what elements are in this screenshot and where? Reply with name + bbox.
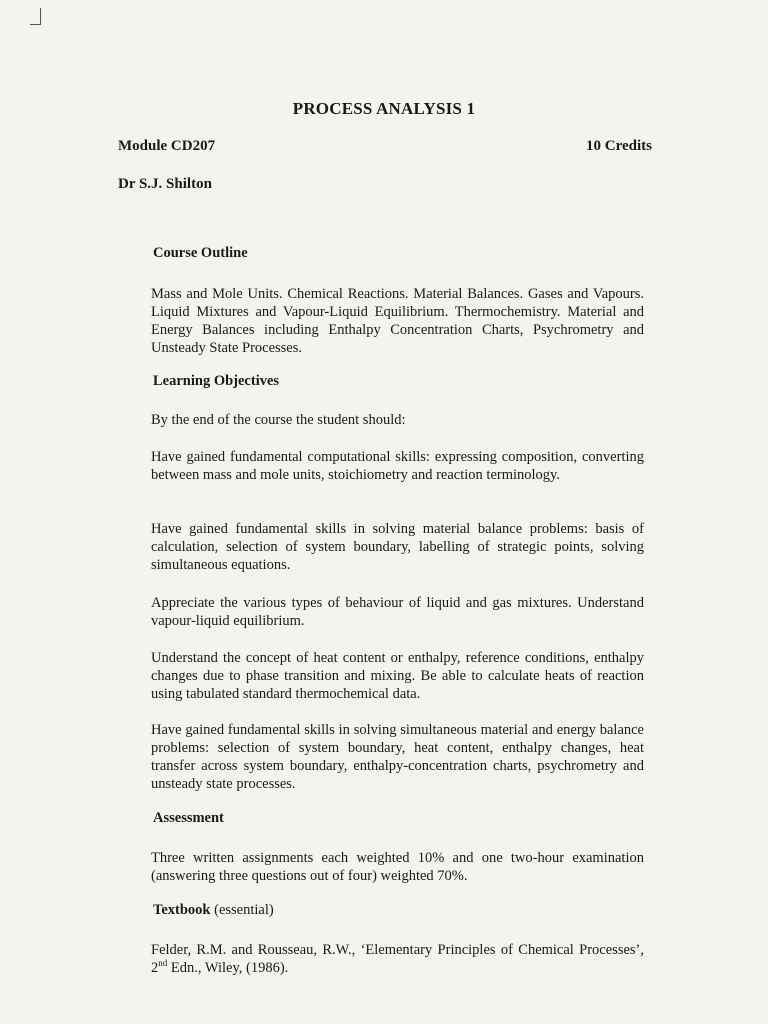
course-outline-text: Mass and Mole Units. Chemical Reactions. Material Balances. Gases and Vapours. Liquid Mixtures and Vapour-Liquid Equilibrium. Thermochemistry. Material and Energy Balances including Enthalpy Concentration Charts, Psychrometry and Unsteady State Processes. (151, 286, 644, 356)
citation-part1: Felder, R.M. and Rousseau, R.W., ‘Elementary Principles of Chemical Processes’, 2 (151, 942, 644, 976)
course-outline-heading: Course Outline (153, 245, 248, 261)
objective-item: Appreciate the various types of behaviour of liquid and gas mixtures. Understand vapour-liquid equilibrium. (151, 595, 644, 629)
document-title: PROCESS ANALYSIS 1 (292, 99, 476, 118)
learning-objectives-heading: Learning Objectives (153, 373, 280, 389)
assessment-text: Three written assignments each weighted 10% and one two-hour examination (answering three questions out of four) weighted 70%. (151, 850, 644, 884)
citation-sup: nd (158, 958, 168, 969)
objective-item: Have gained fundamental computational skills: expressing composition, converting between mass and mole units, stoichiometry and reaction terminology. (151, 449, 644, 483)
textbook-citation (151, 941, 644, 977)
author: Dr S.J. Shilton (118, 176, 212, 192)
credits: 10 Credits (586, 138, 652, 154)
module-code: Module CD207 (118, 138, 216, 154)
objective-item: Understand the concept of heat content or enthalpy, reference conditions, enthalpy changes due to phase transition and mixing. Be able to calculate heats of reaction using tabulated standard thermochemical data. (151, 650, 644, 702)
textbook-heading-label: Textbook (153, 902, 211, 918)
objective-item: Have gained fundamental skills in solving material balance problems: basis of calculation, selection of system boundary, labelling of strategic points, solving simultaneous equations. (151, 521, 644, 573)
learning-objectives-intro: By the end of the course the student should: (151, 412, 406, 428)
scan-corner-mark (30, 8, 41, 25)
citation-part2: Edn., Wiley, (1986). (167, 960, 289, 976)
textbook-note: (essential) (210, 902, 274, 918)
assessment-heading: Assessment (153, 810, 224, 826)
objective-item: Have gained fundamental skills in solving simultaneous material and energy balance problems: selection of system boundary, heat content, enthalpy changes, heat transfer across system boundary, enthalpy-concentration charts, psychrometry and unsteady state processes. (151, 722, 644, 792)
textbook-heading (153, 902, 274, 919)
